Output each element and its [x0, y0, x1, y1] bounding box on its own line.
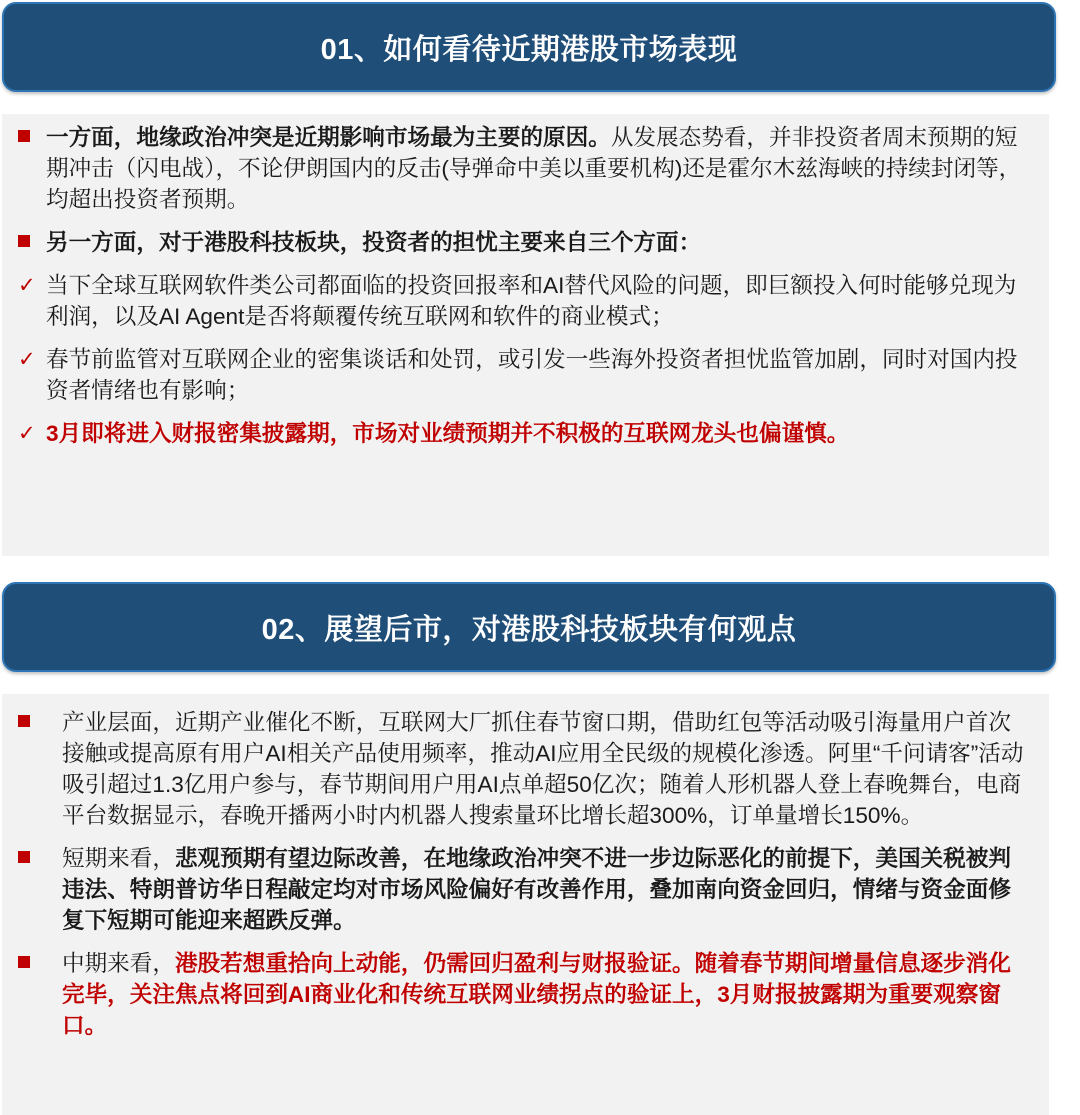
- list-item: [16, 948, 1029, 1041]
- square-bullet-icon: [16, 122, 46, 153]
- list-item: [16, 122, 1029, 215]
- list-item-red: 港股若想重拾向上动能，仍需回归盈利与财报验证。随着春节期间增量信息逐步消化完毕，关注焦点将回到AI商业化和传统互联网业绩拐点的验证上，3月财报披露期为重要观察窗口。: [62, 951, 1011, 1038]
- section-1-title: 01、如何看待近期港股市场表现: [320, 33, 738, 66]
- list-item: [16, 227, 1029, 258]
- list-item-bold: 另一方面，对于港股科技板块，投资者的担忧主要来自三个方面：: [46, 230, 702, 255]
- list-item-body: 从发展态势看，并非投资者周末预期的短期冲击（闪电战），不论伊朗国内的反击(导弹命中美以重要机构)还是霍尔木兹海峡的持续封闭等，均超出投资者预期。: [46, 125, 1022, 212]
- square-bullet-icon: [16, 843, 62, 874]
- checkmark-icon: ✓: [18, 422, 36, 445]
- list-item-text: [46, 122, 1029, 215]
- section-2-header: [2, 582, 1056, 672]
- square-bullet-icon: [16, 948, 62, 979]
- list-item: [16, 707, 1029, 831]
- section-1-header: [2, 2, 1056, 92]
- list-item-lead: 短期来看，: [62, 846, 175, 871]
- checkmark-icon: ✓: [18, 274, 36, 297]
- square-bullet-icon: [16, 227, 46, 258]
- list-item: [16, 344, 1029, 406]
- list-item-body: 当下全球互联网软件类公司都面临的投资回报率和AI替代风险的问题，即巨额投入何时能够兑现为利润，以及AI Agent是否将颠覆传统互联网和软件的商业模式；: [46, 273, 1017, 329]
- list-item: [16, 843, 1029, 936]
- list-item-bold: 悲观预期有望边际改善，在地缘政治冲突不进一步边际恶化的前提下，美国关税被判违法、特朗普访华日程敲定均对市场风险偏好有改善作用，叠加南向资金回归，情绪与资金面修复下短期可能迎来超跌反弹。: [62, 846, 1011, 933]
- square-bullet-icon: [16, 707, 62, 738]
- section-2-title: 02、展望后市，对港股科技板块有何观点: [261, 613, 797, 646]
- list-item-bold: 一方面，地缘政治冲突是近期影响市场最为主要的原因。: [46, 125, 611, 150]
- list-item-body: 春节前监管对互联网企业的密集谈话和处罚，或引发一些海外投资者担忧监管加剧，同时对国内投资者情绪也有影响；: [46, 347, 1018, 403]
- section-2-panel: [2, 694, 1049, 1115]
- list-item: [16, 270, 1029, 332]
- checkmark-icon: ✓: [18, 348, 36, 371]
- list-item-lead: 中期来看，: [62, 951, 175, 976]
- list-item-text: [62, 948, 1029, 1041]
- list-item: [16, 418, 1029, 449]
- list-item-red: 3月即将进入财报密集披露期，市场对业绩预期并不积极的互联网龙头也偏谨慎。: [46, 421, 850, 446]
- list-item-text: [62, 843, 1029, 936]
- list-item-body: 产业层面，近期产业催化不断，互联网大厂抓住春节窗口期，借助红包等活动吸引海量用户首次接触或提高原有用户AI相关产品使用频率，推动AI应用全民级的规模化渗透。阿里“千问请客”活动吸引超过1.3亿用户参与，春节期间用户用AI点单超50亿次；随着人形机器人登上春晚舞台，电商平台数据显示，春晚开播两小时内机器人搜索量环比增长超300%，订单量增长150%。: [62, 710, 1024, 828]
- section-1-panel: [2, 114, 1049, 556]
